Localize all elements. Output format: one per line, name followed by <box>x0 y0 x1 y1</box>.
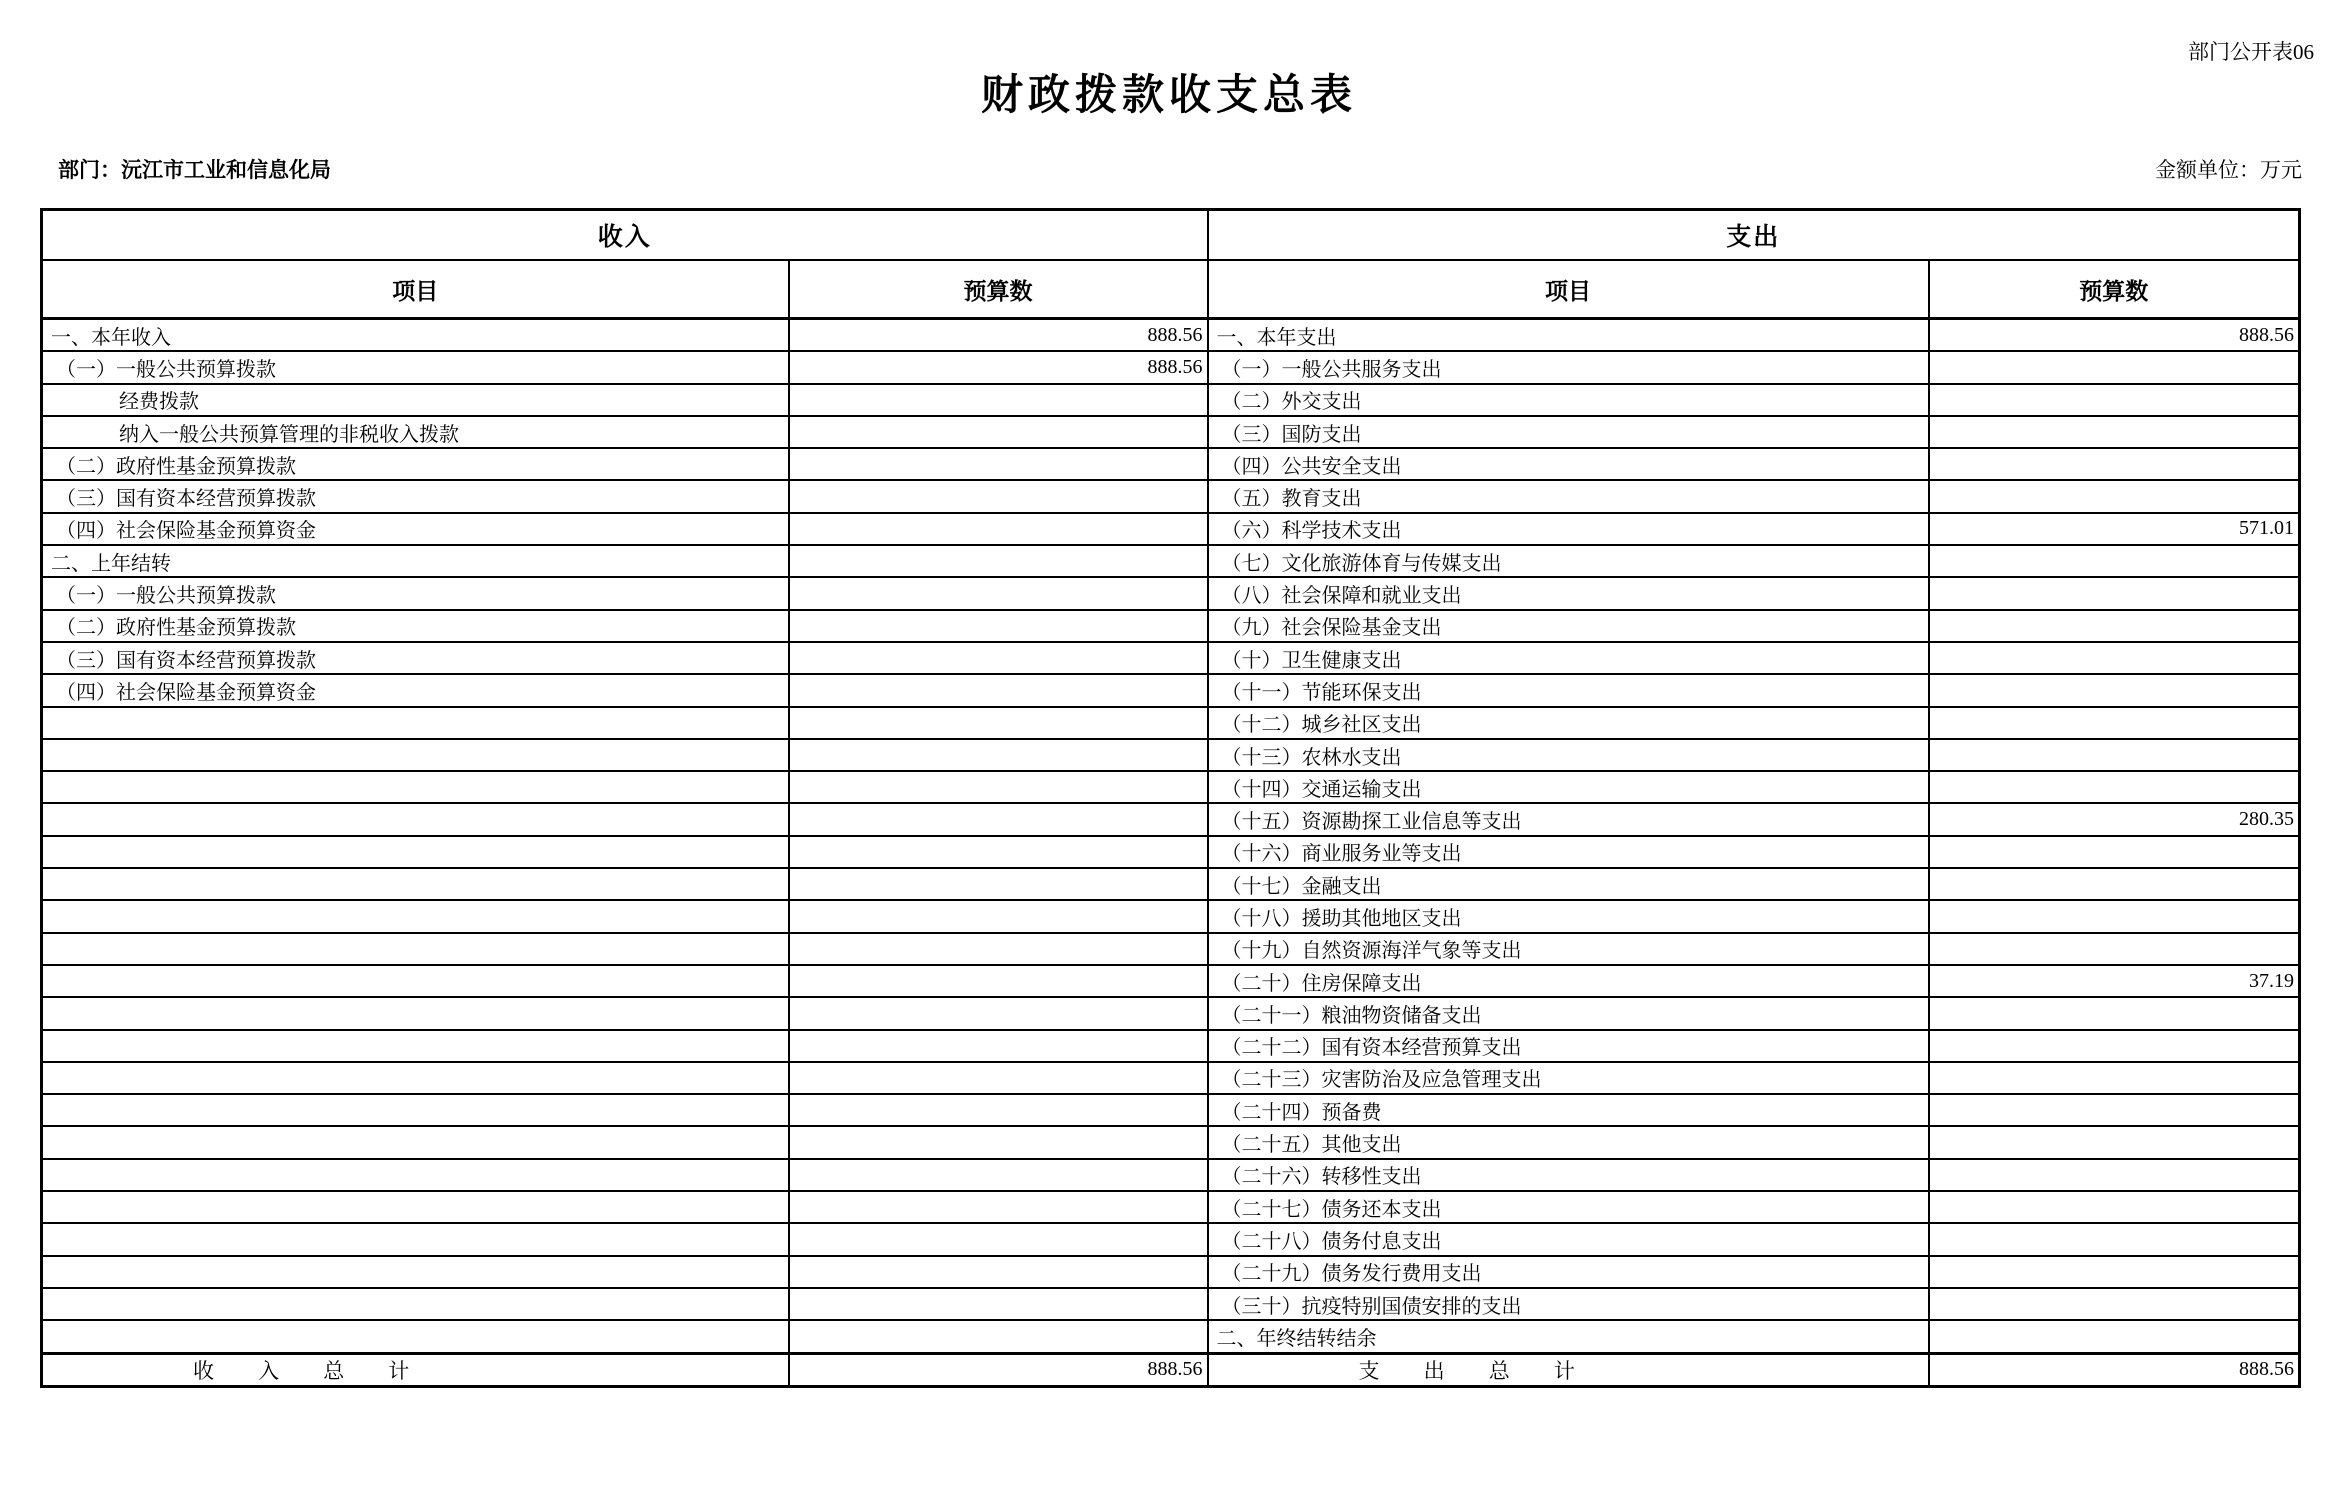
expense-item-cell: （十三）农林水支出 <box>1208 739 1929 771</box>
expense-value-cell <box>1929 1191 2300 1223</box>
expense-item-cell: （六）科学技术支出 <box>1208 513 1929 545</box>
income-item-cell <box>42 836 789 868</box>
expense-value-cell <box>1929 836 2300 868</box>
income-item-cell <box>42 1126 789 1158</box>
expense-value-cell: 571.01 <box>1929 513 2300 545</box>
table-row <box>42 1191 2300 1223</box>
income-value-cell <box>789 868 1208 900</box>
income-item-cell <box>42 933 789 965</box>
unit-label: 金额单位：万元 <box>2155 158 2302 182</box>
expense-value-cell <box>1929 545 2300 577</box>
expense-item-cell: （二十六）转移性支出 <box>1208 1159 1929 1191</box>
table-row <box>42 513 2300 545</box>
income-item-cell <box>42 1320 789 1353</box>
income-item-cell: （二）政府性基金预算拨款 <box>42 448 789 480</box>
income-value-cell <box>789 965 1208 997</box>
expense-value-cell <box>1929 674 2300 706</box>
income-value-cell <box>789 674 1208 706</box>
table-row <box>42 1320 2300 1353</box>
income-value-cell <box>789 1094 1208 1126</box>
income-item-cell: （二）政府性基金预算拨款 <box>42 610 789 642</box>
table-code: 部门公开表06 <box>2188 40 2314 64</box>
table-row <box>42 803 2300 835</box>
income-value-cell <box>789 448 1208 480</box>
income-item-cell: （四）社会保险基金预算资金 <box>42 513 789 545</box>
expense-item-cell: （十一）节能环保支出 <box>1208 674 1929 706</box>
expense-item-cell: （七）文化旅游体育与传媒支出 <box>1208 545 1929 577</box>
income-item-cell <box>42 1288 789 1320</box>
income-value-cell <box>789 577 1208 609</box>
table-row <box>42 642 2300 674</box>
income-item-cell: （三）国有资本经营预算拨款 <box>42 642 789 674</box>
expense-value-cell <box>1929 1126 2300 1158</box>
expense-total-label: 支出总计 <box>1208 1353 1929 1386</box>
income-value-cell <box>789 480 1208 512</box>
table-row <box>42 1126 2300 1158</box>
expense-total-value: 888.56 <box>1929 1353 2300 1386</box>
income-item-cell: （一）一般公共预算拨款 <box>42 351 789 383</box>
expense-value-cell <box>1929 997 2300 1029</box>
expense-item-cell: （十四）交通运输支出 <box>1208 771 1929 803</box>
income-value-cell <box>789 1256 1208 1288</box>
income-value-cell: 888.56 <box>789 319 1208 352</box>
table-row <box>42 900 2300 932</box>
income-item-cell: （一）一般公共预算拨款 <box>42 577 789 609</box>
expense-value-cell <box>1929 1288 2300 1320</box>
table-row <box>42 836 2300 868</box>
expense-value-cell <box>1929 351 2300 383</box>
expense-item-cell: （十八）援助其他地区支出 <box>1208 900 1929 932</box>
expense-item-cell: （九）社会保险基金支出 <box>1208 610 1929 642</box>
expense-item-cell: （十二）城乡社区支出 <box>1208 707 1929 739</box>
income-value-cell <box>789 997 1208 1029</box>
table-row <box>42 480 2300 512</box>
income-section-header: 收入 <box>42 210 1208 261</box>
table-row <box>42 1223 2300 1255</box>
expense-value-cell <box>1929 1030 2300 1062</box>
expense-item-cell: （二）外交支出 <box>1208 384 1929 416</box>
column-header-row <box>42 260 2300 319</box>
income-value-cell <box>789 545 1208 577</box>
expense-item-cell: （二十四）预备费 <box>1208 1094 1929 1126</box>
income-item-cell: 经费拨款 <box>42 384 789 416</box>
table-row <box>42 319 2300 352</box>
expense-value-cell <box>1929 868 2300 900</box>
expense-value-cell <box>1929 1094 2300 1126</box>
income-item-cell: 一、本年收入 <box>42 319 789 352</box>
expense-item-cell: （二十五）其他支出 <box>1208 1126 1929 1158</box>
income-item-cell <box>42 771 789 803</box>
income-value-cell <box>789 739 1208 771</box>
income-value-cell <box>789 384 1208 416</box>
table-row <box>42 1094 2300 1126</box>
income-value-cell <box>789 933 1208 965</box>
income-item-cell: 二、上年结转 <box>42 545 789 577</box>
department-label: 部门：沅江市工业和信息化局 <box>58 159 331 182</box>
table-row <box>42 707 2300 739</box>
expense-item-cell: （十）卫生健康支出 <box>1208 642 1929 674</box>
total-row <box>42 1353 2300 1386</box>
expense-budget-header: 预算数 <box>1929 260 2300 319</box>
expense-item-cell: （八）社会保障和就业支出 <box>1208 577 1929 609</box>
income-value-cell <box>789 1288 1208 1320</box>
expense-value-cell <box>1929 384 2300 416</box>
income-item-cell <box>42 803 789 835</box>
expense-item-cell: （三）国防支出 <box>1208 416 1929 448</box>
expense-item-cell: （十七）金融支出 <box>1208 868 1929 900</box>
income-total-label: 收入总计 <box>42 1353 789 1386</box>
expense-item-cell: （十六）商业服务业等支出 <box>1208 836 1929 868</box>
expense-item-cell: （二十二）国有资本经营预算支出 <box>1208 1030 1929 1062</box>
expense-item-cell: （二十三）灾害防治及应急管理支出 <box>1208 1062 1929 1094</box>
income-item-cell <box>42 997 789 1029</box>
expense-item-cell: （五）教育支出 <box>1208 480 1929 512</box>
expense-item-cell: （三十）抗疫特别国债安排的支出 <box>1208 1288 1929 1320</box>
income-value-cell <box>789 1126 1208 1158</box>
income-value-cell <box>789 803 1208 835</box>
table-row <box>42 1256 2300 1288</box>
income-value-cell <box>789 1030 1208 1062</box>
income-value-cell <box>789 771 1208 803</box>
income-value-cell <box>789 707 1208 739</box>
income-value-cell <box>789 1223 1208 1255</box>
table-row <box>42 1288 2300 1320</box>
expense-item-cell: （一）一般公共服务支出 <box>1208 351 1929 383</box>
table-row <box>42 416 2300 448</box>
income-value-cell <box>789 1320 1208 1353</box>
table-row <box>42 868 2300 900</box>
income-value-cell <box>789 513 1208 545</box>
table-row <box>42 545 2300 577</box>
income-item-cell <box>42 1159 789 1191</box>
expense-item-cell: （二十七）债务还本支出 <box>1208 1191 1929 1223</box>
expense-value-cell <box>1929 610 2300 642</box>
income-item-cell <box>42 1030 789 1062</box>
income-value-cell <box>789 642 1208 674</box>
expense-item-cell: （四）公共安全支出 <box>1208 448 1929 480</box>
meta-line <box>40 152 2302 184</box>
expense-value-cell <box>1929 1320 2300 1353</box>
income-item-cell <box>42 965 789 997</box>
expense-value-cell <box>1929 642 2300 674</box>
expense-value-cell <box>1929 900 2300 932</box>
expense-value-cell <box>1929 707 2300 739</box>
expense-value-cell <box>1929 480 2300 512</box>
expense-item-cell: （二十一）粮油物资储备支出 <box>1208 997 1929 1029</box>
income-item-cell <box>42 1256 789 1288</box>
expense-value-cell <box>1929 1256 2300 1288</box>
expense-value-cell <box>1929 1223 2300 1255</box>
table-row <box>42 351 2300 383</box>
income-value-cell <box>789 1159 1208 1191</box>
income-item-cell <box>42 900 789 932</box>
expense-value-cell <box>1929 739 2300 771</box>
expense-value-cell <box>1929 448 2300 480</box>
expense-value-cell <box>1929 771 2300 803</box>
expense-value-cell: 888.56 <box>1929 319 2300 352</box>
budget-table <box>40 208 2301 1388</box>
expense-item-cell: 二、年终结转结余 <box>1208 1320 1929 1353</box>
table-row <box>42 610 2300 642</box>
expense-item-cell: 一、本年支出 <box>1208 319 1929 352</box>
expense-value-cell <box>1929 1062 2300 1094</box>
expense-value-cell <box>1929 933 2300 965</box>
expense-item-cell: （二十九）债务发行费用支出 <box>1208 1256 1929 1288</box>
table-row <box>42 448 2300 480</box>
income-value-cell <box>789 1191 1208 1223</box>
income-value-cell <box>789 610 1208 642</box>
table-row <box>42 965 2300 997</box>
income-value-cell <box>789 836 1208 868</box>
income-item-cell <box>42 739 789 771</box>
expense-value-cell <box>1929 577 2300 609</box>
table-row <box>42 933 2300 965</box>
income-item-cell <box>42 1062 789 1094</box>
table-row <box>42 997 2300 1029</box>
income-budget-header: 预算数 <box>789 260 1208 319</box>
income-value-cell <box>789 900 1208 932</box>
income-item-header: 项目 <box>42 260 789 319</box>
expense-value-cell <box>1929 416 2300 448</box>
income-item-cell: （四）社会保险基金预算资金 <box>42 674 789 706</box>
expense-value-cell <box>1929 1159 2300 1191</box>
income-item-cell <box>42 1191 789 1223</box>
income-value-cell: 888.56 <box>789 351 1208 383</box>
income-item-cell: 纳入一般公共预算管理的非税收入拨款 <box>42 416 789 448</box>
section-header-row <box>42 210 2300 261</box>
expense-item-cell: （十五）资源勘探工业信息等支出 <box>1208 803 1929 835</box>
table-row <box>42 577 2300 609</box>
income-item-cell <box>42 868 789 900</box>
income-item-cell <box>42 1094 789 1126</box>
table-row <box>42 739 2300 771</box>
income-total-value: 888.56 <box>789 1353 1208 1386</box>
income-item-cell <box>42 707 789 739</box>
table-row <box>42 674 2300 706</box>
expense-value-cell: 37.19 <box>1929 965 2300 997</box>
table-row <box>42 1030 2300 1062</box>
expense-item-cell: （二十八）债务付息支出 <box>1208 1223 1929 1255</box>
page-title: 财政拨款收支总表 <box>980 71 1357 118</box>
table-row <box>42 384 2300 416</box>
table-row <box>42 1159 2300 1191</box>
income-value-cell <box>789 416 1208 448</box>
expense-value-cell: 280.35 <box>1929 803 2300 835</box>
expense-item-header: 项目 <box>1208 260 1929 319</box>
table-row <box>42 1062 2300 1094</box>
income-item-cell: （三）国有资本经营预算拨款 <box>42 480 789 512</box>
expense-item-cell: （二十）住房保障支出 <box>1208 965 1929 997</box>
income-value-cell <box>789 1062 1208 1094</box>
expense-section-header: 支出 <box>1208 210 2300 261</box>
table-row <box>42 771 2300 803</box>
income-item-cell <box>42 1223 789 1255</box>
table-body <box>42 319 2300 1387</box>
expense-item-cell: （十九）自然资源海洋气象等支出 <box>1208 933 1929 965</box>
